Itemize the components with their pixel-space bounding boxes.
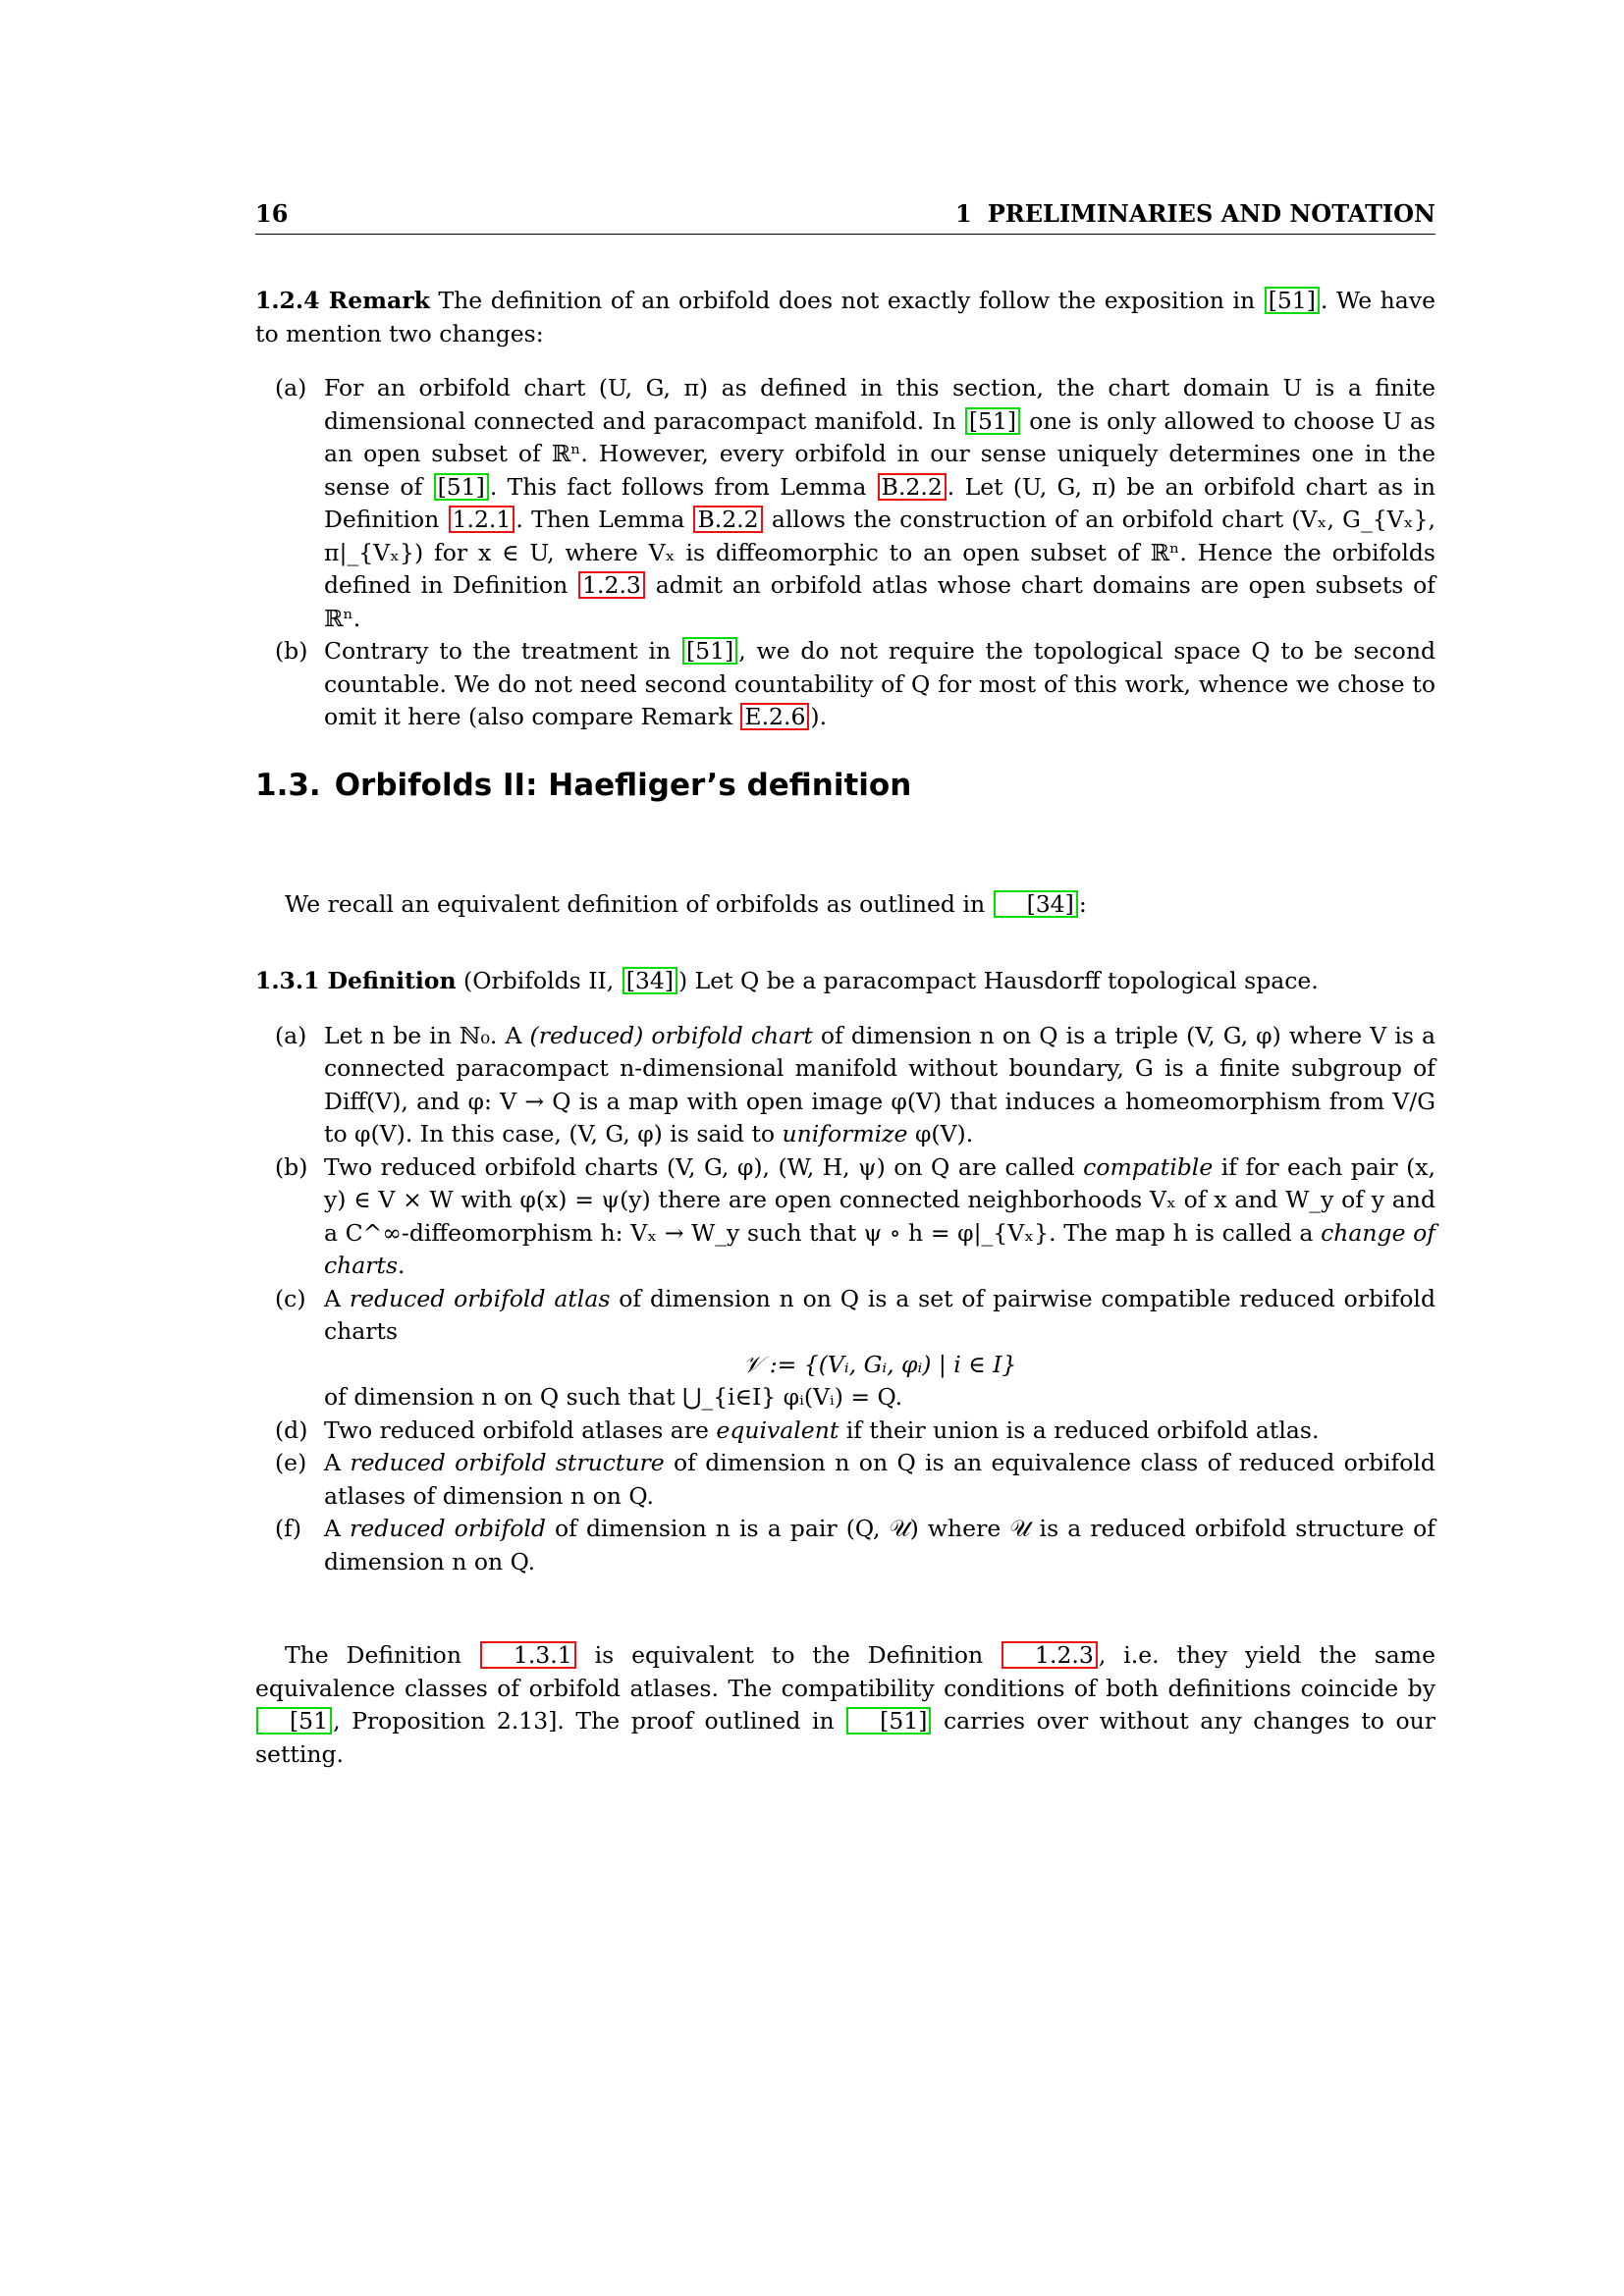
item-continuation: of dimension n on Q such that ⋃_{i∈I} φᵢ(Vᵢ) = Q.	[324, 1383, 903, 1411]
item-text: . This fact follows from Lemma	[489, 472, 877, 501]
definition-list-continued	[255, 1415, 1435, 1579]
item-text: if for each pair (x, y) ∈ V × W with φ(x) = ψ(y) there are open connected neighborhoods Vₓ of x and W_y of y and a C^∞-diffeomorphism h: Vₓ → W_y such that ψ ∘ h = φ|_{Vₓ}. The map h is called a	[324, 1152, 1435, 1247]
item-text: A	[324, 1284, 350, 1312]
item-text: of dimension n on Q is a triple (V, G, φ) where V is a connected paracompact n-dimensional manifold without boundary, G is a finite subgroup of Diff(V), and φ: V → Q is a map with open image φ(V) that induces a homeomorphism from V/G to φ(V). In this case, (V, G, φ) is said to	[324, 1021, 1436, 1148]
cross-reference-link[interactable]: B.2.2	[878, 473, 947, 501]
cross-reference-link[interactable]: E.2.6	[740, 703, 809, 730]
definition-intro	[255, 965, 1435, 998]
item-text: of dimension n is a pair (Q, 𝒰) where 𝒰 is a reduced orbifold structure of dimension n on Q.	[324, 1515, 1435, 1575]
section-heading	[255, 766, 911, 805]
remark-block	[255, 285, 1435, 734]
definition-list	[255, 1020, 1435, 1349]
cross-reference-link[interactable]: 1.3.1	[480, 1641, 576, 1669]
recall-paragraph	[255, 888, 1435, 922]
paragraph-text: The Definition	[285, 1641, 479, 1669]
item-text: Contrary to the treatment in	[324, 637, 681, 665]
definition-text: )	[677, 967, 688, 994]
emphasized-term: (reduced) orbifold chart	[529, 1021, 813, 1049]
citation-link[interactable]: [51]	[965, 407, 1020, 435]
cross-reference-link[interactable]: B.2.2	[693, 506, 762, 533]
item-text: A	[324, 1515, 351, 1542]
citation-link[interactable]: [51	[256, 1707, 332, 1735]
list-item	[255, 1513, 1435, 1578]
paragraph-text: We recall an equivalent definition of orbifolds as outlined in	[285, 890, 993, 918]
cross-reference-link[interactable]: 1.2.3	[578, 571, 645, 599]
item-text: . Then Lemma	[515, 506, 693, 533]
item-text: admit an orbifold atlas whose chart domains are open subsets of ℝⁿ.	[324, 571, 1436, 632]
item-text: if their union is a reduced orbifold atlas.	[839, 1415, 1320, 1444]
list-item	[255, 1447, 1435, 1513]
item-label: (b)	[275, 637, 308, 665]
item-text: . Let (U, G, π) be an orbifold chart as in Definition	[324, 472, 1436, 533]
item-text: one is only allowed to choose U as an open subset of ℝⁿ. However, every orbifold in our sense uniquely determines one in the sense of	[324, 406, 1435, 501]
closing-paragraph	[255, 1639, 1435, 1771]
display-equation: 𝒱 := {(Vᵢ, Gᵢ, φᵢ) | i ∈ I}	[742, 1350, 1017, 1378]
citation-link[interactable]: [51]	[434, 473, 489, 501]
item-text: Two reduced orbifold charts (V, G, φ), (W, H, ψ) on Q are called	[324, 1152, 1084, 1181]
page-number: 16	[255, 199, 289, 228]
item-text: allows the construction of an orbifold chart (Vₓ, G_{Vₓ}, π|_{Vₓ}) for x ∈ U, where Vₓ is diffeomorphic to an open subset of ℝⁿ. Hence the orbifolds defined in Definition	[324, 506, 1435, 599]
item-label: (f)	[275, 1515, 302, 1542]
item-text: .	[398, 1252, 406, 1279]
emphasized-term: compatible	[1083, 1152, 1214, 1181]
item-label: (d)	[275, 1415, 308, 1444]
chapter-heading	[955, 200, 1435, 228]
paragraph-text: is equivalent to the Definition	[576, 1641, 1001, 1669]
section-number: 1.3.	[255, 768, 321, 803]
emphasized-term: reduced orbifold atlas	[349, 1284, 611, 1312]
item-label: (e)	[275, 1449, 307, 1476]
paragraph-text: :	[1078, 890, 1087, 918]
remark-lead: 1.2.4 Remark	[255, 287, 430, 314]
list-item	[255, 1283, 1435, 1349]
citation-link[interactable]: [51]	[846, 1707, 931, 1735]
item-label: (b)	[275, 1152, 308, 1181]
definition-text: Let Q be a paracompact Hausdorff topological space.	[687, 967, 1319, 994]
list-item	[255, 372, 1435, 635]
paragraph-text: , Proposition 2.13]. The proof outlined in	[333, 1707, 846, 1735]
list-item	[255, 1151, 1435, 1283]
item-text: of dimension n on Q is an equivalence class of reduced orbifold atlases of dimension n on Q.	[324, 1449, 1435, 1510]
emphasized-term: uniformize	[782, 1120, 908, 1148]
definition-block	[255, 965, 1435, 1578]
item-text: φ(V).	[907, 1120, 974, 1148]
cross-reference-link[interactable]: 1.2.1	[449, 506, 515, 533]
item-label: (c)	[275, 1284, 306, 1312]
list-item	[255, 1415, 1435, 1448]
citation-link[interactable]: [34]	[623, 967, 677, 994]
section-title: Orbifolds II: Haefliger’s definition	[334, 768, 912, 803]
paragraph-text: , i.e. they yield the same equivalence classes of orbifold atlases. The compatibility conditions of both definitions coincide by	[255, 1641, 1436, 1702]
citation-link[interactable]: [34]	[994, 890, 1078, 918]
item-text: For an orbifold chart (U, G, π) as defined in this section, the chart domain U is a finite dimensional connected and paracompact manifold. In	[324, 374, 1435, 435]
item-text: , we do not require the topological space Q to be second countable. We do not need second countability of Q for most of this work, whence we chose to omit it here (also compare Remark	[324, 637, 1435, 730]
paragraph-text: carries over without any changes to our setting.	[255, 1707, 1435, 1768]
item-text: Let n be in ℕ₀. A	[324, 1021, 530, 1049]
citation-link[interactable]: [51]	[1265, 287, 1320, 314]
item-text: of dimension n on Q is a set of pairwise compatible reduced orbifold charts	[324, 1284, 1435, 1345]
item-label: (a)	[275, 374, 307, 401]
chapter-title: PRELIMINARIES AND NOTATION	[987, 199, 1435, 228]
emphasized-term: reduced orbifold structure	[350, 1449, 665, 1476]
list-item	[255, 635, 1435, 734]
list-item	[255, 1020, 1435, 1151]
definition-text: (Orbifolds II,	[456, 967, 622, 994]
emphasized-term: change of charts	[324, 1218, 1435, 1279]
remark-text: . We have to mention two changes:	[255, 287, 1435, 347]
definition-lead: 1.3.1 Definition	[255, 967, 457, 994]
emphasized-term: equivalent	[716, 1415, 839, 1444]
remark-intro	[255, 285, 1435, 350]
chapter-number: 1	[955, 199, 972, 228]
cross-reference-link[interactable]: 1.2.3	[1001, 1641, 1098, 1669]
running-header	[255, 200, 1435, 235]
remark-list	[255, 372, 1435, 734]
item-text: A	[324, 1449, 351, 1476]
emphasized-term: reduced orbifold	[350, 1515, 546, 1542]
item-label: (a)	[275, 1021, 307, 1049]
remark-text: The definition of an orbifold does not exactly follow the exposition in	[429, 287, 1264, 314]
item-text: ).	[810, 703, 828, 730]
citation-link[interactable]: [51]	[682, 637, 737, 665]
item-text: Two reduced orbifold atlases are	[324, 1415, 717, 1444]
